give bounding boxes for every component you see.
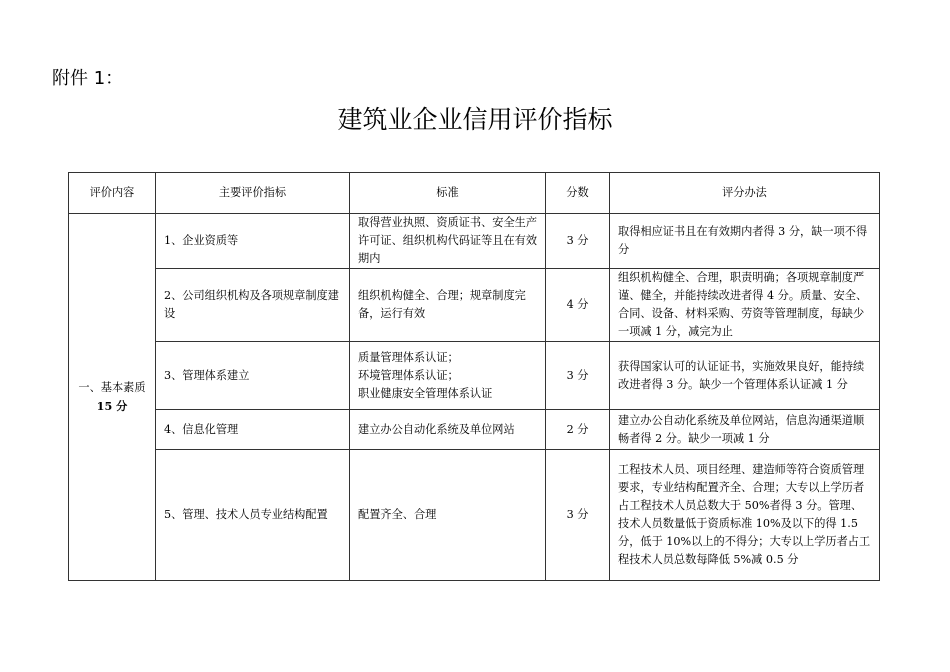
score-cell: 3 分 xyxy=(546,342,610,410)
score-cell: 4 分 xyxy=(546,269,610,342)
header-cell: 标准 xyxy=(350,173,546,214)
method-cell: 工程技术人员、项目经理、建造师等符合资质管理要求，专业结构配置齐全、合理；大专以上学历者占工程技术人员总数大于 50%者得 3 分。管理、技术人员数量低于资质标准 10%及以下的得 1.5 分，低于 10%以上的不得分；大专以上学历者占工程技术人员总数每降低 5%减 0.5 分 xyxy=(610,450,880,581)
standard-cell: 配置齐全、合理 xyxy=(350,450,546,581)
category-score: 15 分 xyxy=(96,399,128,413)
standard-cell: 取得营业执照、资质证书、安全生产许可证、组织机构代码证等且在有效期内 xyxy=(350,214,546,269)
method-cell: 取得相应证书且在有效期内者得 3 分，缺一项不得分 xyxy=(610,214,880,269)
standard-cell: 组织机构健全、合理；规章制度完备，运行有效 xyxy=(350,269,546,342)
method-cell: 组织机构健全、合理，职责明确；各项规章制度严谨、健全，并能持续改进者得 4 分。质量、安全、合同、设备、材料采购、劳资等管理制度，每缺少一项减 1 分，减完为止 xyxy=(610,269,880,342)
table-row xyxy=(69,214,880,269)
table-row xyxy=(69,410,880,450)
header-cell: 分数 xyxy=(546,173,610,214)
score-cell: 2 分 xyxy=(546,410,610,450)
standard-line: 职业健康安全管理体系认证 xyxy=(358,386,493,400)
method-cell: 获得国家认可的认证证书，实施效果良好，能持续改进者得 3 分。缺少一个管理体系认证减 1 分 xyxy=(610,342,880,410)
score-cell: 3 分 xyxy=(546,214,610,269)
table-row xyxy=(69,450,880,581)
table-row xyxy=(69,342,880,410)
table-header-row xyxy=(69,173,880,214)
category-cell xyxy=(69,214,156,581)
standard-line: 环境管理体系认证； xyxy=(358,368,459,382)
category-name: 一、基本素质 xyxy=(78,381,146,394)
attachment-label: 附件 1： xyxy=(52,68,124,89)
evaluation-table xyxy=(68,172,880,581)
indicator-cell: 3、管理体系建立 xyxy=(156,342,350,410)
indicator-cell: 5、管理、技术人员专业结构配置 xyxy=(156,450,350,581)
indicator-cell: 2、公司组织机构及各项规章制度建设 xyxy=(156,269,350,342)
table-row xyxy=(69,269,880,342)
standard-cell: 建立办公自动化系统及单位网站 xyxy=(350,410,546,450)
standard-cell xyxy=(350,342,546,410)
document-title: 建筑业企业信用评价指标 xyxy=(337,105,613,134)
header-cell: 评分办法 xyxy=(610,173,880,214)
standard-line: 质量管理体系认证； xyxy=(358,350,459,364)
method-cell: 建立办公自动化系统及单位网站，信息沟通渠道顺畅者得 2 分。缺少一项减 1 分 xyxy=(610,410,880,450)
score-cell: 3 分 xyxy=(546,450,610,581)
header-cell: 主要评价指标 xyxy=(156,173,350,214)
indicator-cell: 1、企业资质等 xyxy=(156,214,350,269)
indicator-cell: 4、信息化管理 xyxy=(156,410,350,450)
header-cell: 评价内容 xyxy=(69,173,156,214)
